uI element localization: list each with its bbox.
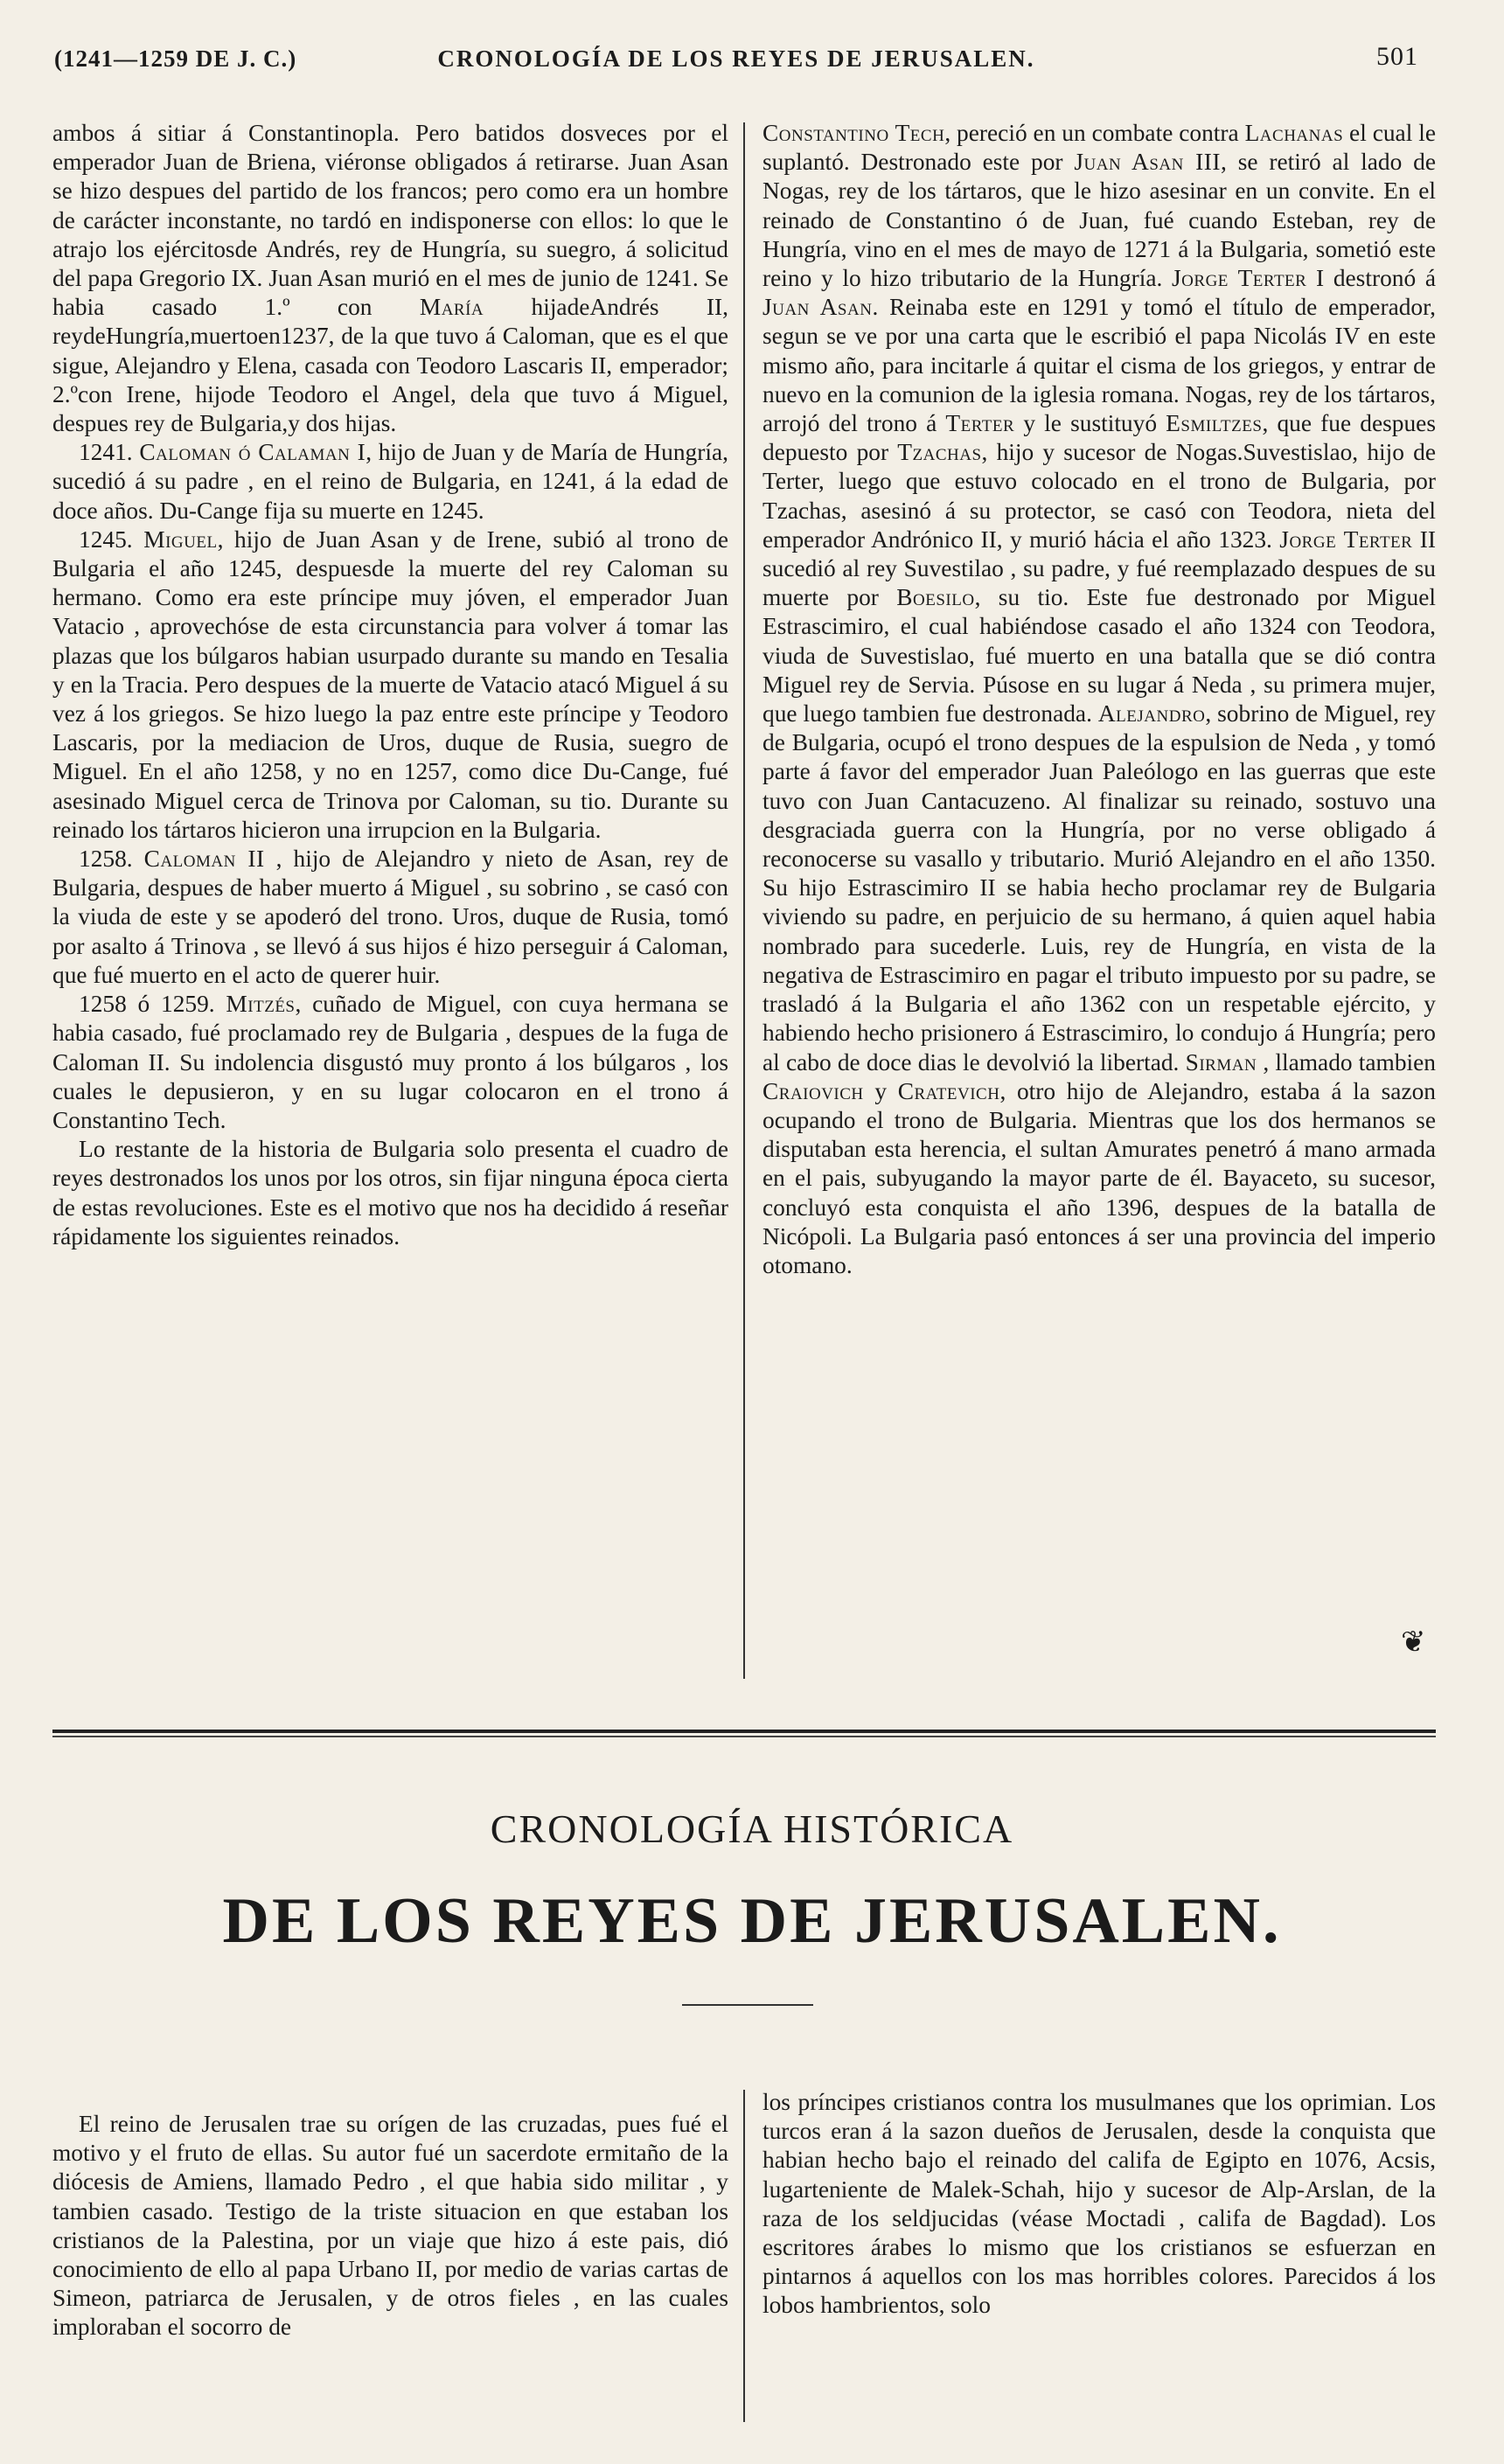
text-run: , llamado tambien: [1257, 1048, 1436, 1075]
name-smallcaps: Jorge Terter: [1279, 526, 1413, 553]
paragraph: [52, 845, 728, 990]
year: 1258 ó 1259.: [79, 991, 215, 1018]
section-rule-thin: [52, 1736, 1436, 1737]
text-run: , pereció en un combate contra: [944, 120, 1245, 146]
year: 1245.: [79, 526, 133, 553]
text-run: , otro hijo de Alejandro, estaba á la sazon ocupando el trono de Bulgaria. Mientras que los dos hermanos se disputaban esta herencia, el sultan Amurates penetró á mano armada en el pais, subyugando la mayor parte de él. Bayaceto, su sucesor, concluyó esta conquista el año 1396, despues de la batalla de Nicópoli. La Bulgaria pasó entonces á ser una provincia del imperio otomano.: [762, 1077, 1436, 1278]
paragraph: [762, 119, 1436, 1280]
name-smallcaps: Juan Asan III: [1074, 149, 1222, 176]
title-short-rule: [682, 2004, 813, 2006]
end-mark-icon: ❦: [1401, 1626, 1426, 1659]
right-column-jerusalem: [762, 2088, 1436, 2321]
name-smallcaps: Juan Asan: [762, 294, 873, 321]
name-smallcaps: Caloman ó Calaman I: [139, 439, 366, 466]
section-rule: [52, 1730, 1436, 1733]
name-smallcaps: Jorge Terter: [1172, 265, 1307, 292]
text-run: ambos á sitiar á Constantinopla. Pero batidos dosveces por el emperador Juan de Briena, viéronse obligados á retirarse. Juan Asan se hizo despues del partido de los francos; pero como era un hombre de carácter inconstante, no tardó en indisponerse con ellos: lo que le atrajo los ejércitosde Andrés, rey de Hungría, su suegro, á solicitud del papa Gregorio IX. Juan Asan murió en el mes de junio de 1241. Se habia casado 1.º con: [52, 120, 728, 321]
right-column-bulgaria: [762, 119, 1436, 1280]
page-header: [54, 33, 1418, 86]
column-divider: [743, 2090, 745, 2422]
name-smallcaps: Boesilo: [896, 584, 975, 611]
section-title-line2: DE LOS REYES DE JERUSALEN.: [222, 1885, 1282, 1957]
text-run: II sucedió al rey Suvestilao , su padre, y fué reemplazado despues de su muerte por: [762, 526, 1436, 611]
name-smallcaps: Craiovich: [762, 1077, 864, 1104]
text-run: , cuñado de Miguel, con cuya hermana se habia casado, fué proclamado rey de Bulgaria , despues de la fuga de Caloman II. Su indolencia disgustó muy pronto á los búlgaros , los cuales le depusieron, y en su lugar colocaron en el trono á Constantino Tech.: [52, 991, 728, 1133]
text-run: , su tio. Este fue destronado por Miguel Estrascimiro, el cual habiéndose casado el año 1324 con Teodora, viuda de Suvestislao, fué muerto en una batalla que se dió contra Miguel rey de Servia. Púsose en su lugar á Neda , su primera mujer, que luego tambien fue destronada.: [762, 584, 1436, 727]
name-smallcaps: Tzachas: [897, 439, 982, 466]
left-column-bulgaria: [52, 119, 728, 1251]
name-smallcaps: Lachanas: [1244, 120, 1344, 146]
name-smallcaps: Sirman: [1185, 1048, 1257, 1075]
page-number: 501: [1376, 42, 1418, 71]
text-run: y: [863, 1077, 898, 1104]
text-run: hijadeAndrés II, reydeHungría,muertoen1237, de la que tuvo á Caloman, que es el que sigue, Alejandro y Elena, casada con Teodoro Lascaris II, emperador; 2.ºcon Irene, hijode Teodoro el Angel, dela que tuvo á Miguel, despues rey de Bulgaria,y dos hijas.: [52, 294, 728, 437]
text-run: , hijo y sucesor de Nogas.Suvestislao, hijo de Terter, luego que estuvo colocado en el trono de Bulgaria, por Tzachas, asesinó á su protector, se casó con Teodora, nieta del emperador Andrónico II, y murió hácia el año 1323.: [762, 439, 1436, 553]
name-smallcaps: Caloman II: [143, 846, 265, 873]
left-column-jerusalem: [52, 2110, 728, 2342]
name-smallcaps: Cratevich: [897, 1077, 1000, 1104]
paragraph: [52, 526, 728, 845]
text-run: , se retiró al lado de Nogas, rey de los tártaros, que le hizo asesinar en un convite. En el reinado de Constantino ó de Juan, fué cuando Esteban, rey de Hungría, vino en el mes de mayo de 1271 á la Bulgaria, sometió este reino y lo hizo tributario de la Hungría.: [762, 149, 1436, 292]
year: 1241.: [79, 439, 133, 466]
paragraph: los príncipes cristianos contra los musulmanes que los oprimian. Los turcos eran á la sazon dueños de Jerusalen, desde la conquista que habian hecho bajo el reinado del califa de Egipto en 1076, Acsis, lugarteniente de Malek-Schah, hijo y sucesor de Alp-Arslan, de la raza de los seldjucidas (véase Moctadi , califa de Bagdad). Los escritores árabes lo mismo que los cristianos se esfuerzan en pintarnos á aquellos con los mas horribles colores. Parecidos á los lobos hambrientos, solo: [762, 2089, 1436, 2319]
name-smallcaps: María: [419, 294, 484, 321]
paragraph: [52, 990, 728, 1135]
text-run: , sobrino de Miguel, rey de Bulgaria, ocupó el trono despues de la espulsion de Neda , y tomó parte á favor del emperador Juan Paleólogo en las guerras que este tuvo con Juan Cantacuzeno. Al finalizar su reinado, sostuvo una desgraciada guerra con la Hungría, por no verse obligado á reconocerse su vasallo y tributario. Murió Alejandro en el año 1350. Su hijo Estrascimiro II se habia hecho proclamar rey de Bulgaria viviendo su padre, en perjuicio de su hermano, á quien aquel habia nombrado para sucederle. Luis, rey de Hungría, en vista de la negativa de Estrascimiro en pagar el tributo impuesto por su padre, se trasladó á la Bulgaria el año 1362 con un respetable ejército, y habiendo hecho prisionero á Estrascimiro, lo condujo á Hungría; pero al cabo de doce dias le devolvió la libertad.: [762, 700, 1436, 1075]
column-divider: [743, 122, 745, 1679]
text-run: , hijo de Juan y de María de Hungría, sucedió á su padre , en el reino de Bulgaria, en 1241, á la edad de doce años. Du-Cange fija su muerte en 1245.: [52, 439, 728, 524]
header-date-range: (1241—1259 DE J. C.): [54, 45, 297, 72]
header-running-title: CRONOLOGÍA DE LOS REYES DE JERUSALEN.: [437, 45, 1035, 72]
text-run: , que fue despues depuesto por: [762, 410, 1436, 466]
text-run: el cual le suplantó. Destronado este por: [762, 120, 1436, 176]
text-run: I destronó á: [1306, 265, 1436, 292]
name-smallcaps: Esmiltzes: [1166, 410, 1263, 437]
text-run: . Reinaba este en 1291 y tomó el título de emperador, segun se ve por una carta que le escribió el papa Nicolás IV en este mismo año, para incitarle á quitar el cisma de los griegos, y entrar de nuevo en la comunion de la iglesia romana. Nogas, rey de los tártaros, arrojó del trono á: [762, 294, 1437, 437]
section-title-line1: CRONOLOGÍA HISTÓRICA: [490, 1806, 1014, 1851]
name-smallcaps: Mitzés: [226, 991, 296, 1018]
paragraph: Lo restante de la historia de Bulgaria solo presenta el cuadro de reyes destronados los unos por los otros, sin fijar ninguna época cierta de estas revoluciones. Este es el motivo que nos ha decidido á reseñar rápidamente los siguientes reinados.: [52, 1136, 728, 1249]
paragraph: [52, 119, 728, 438]
paragraph: [52, 438, 728, 526]
name-smallcaps: Constantino Tech: [762, 120, 945, 146]
name-smallcaps: Terter: [945, 410, 1015, 437]
text-run: , hijo de Juan Asan y de Irene, subió al trono de Bulgaria el año 1245, despuesde la muerte del rey Caloman su hermano. Como era este príncipe muy jóven, el emperador Juan Vatacio , aprovechóse de esta circunstancia para volver á tomar las plazas que los búlgaros habian usurpado durante su mando en Tesalia y en la Tracia. Pero despues de la muerte de Vatacio atacó Miguel á su vez á los griegos. Se hizo luego la paz entre este príncipe y Teodoro Lascaris, por la mediacion de Uros, duque de Rusia, suegro de Miguel. En el año 1258, y no en 1257, como dice Du-Cange, fué asesinado Miguel cerca de Trinova por Caloman, su tio. Durante su reinado los tártaros hicieron una irrupcion en la Bulgaria.: [52, 526, 728, 843]
year: 1258.: [79, 846, 133, 873]
name-smallcaps: Miguel: [143, 526, 218, 553]
text-run: , hijo de Alejandro y nieto de Asan, rey de Bulgaria, despues de haber muerto á Miguel , su sobrino , se casó con la viuda de este y se apoderó del trono. Uros, duque de Rusia, tomó por asalto á Trinova , se llevó á sus hijos é hizo perseguir á Caloman, que fué muerto en el acto de querer huir.: [52, 846, 728, 988]
paragraph: El reino de Jerusalen trae su orígen de las cruzadas, pues fué el motivo y el fruto de ellas. Su autor fué un sacerdote ermitaño de la diócesis de Amiens, llamado Pedro , el que habia sido militar , y tambien casado. Testigo de la triste situacion en que estaban los cristianos de la Palestina, por un viaje que hizo á este pais, dió conocimiento de ello al papa Urbano II, por medio de varias cartas de Simeon, patriarca de Jerusalen, y de otros fieles , en las cuales imploraban el socorro de: [52, 2111, 728, 2341]
name-smallcaps: Alejandro: [1097, 700, 1206, 727]
text-run: y le sustituyó: [1014, 410, 1166, 437]
